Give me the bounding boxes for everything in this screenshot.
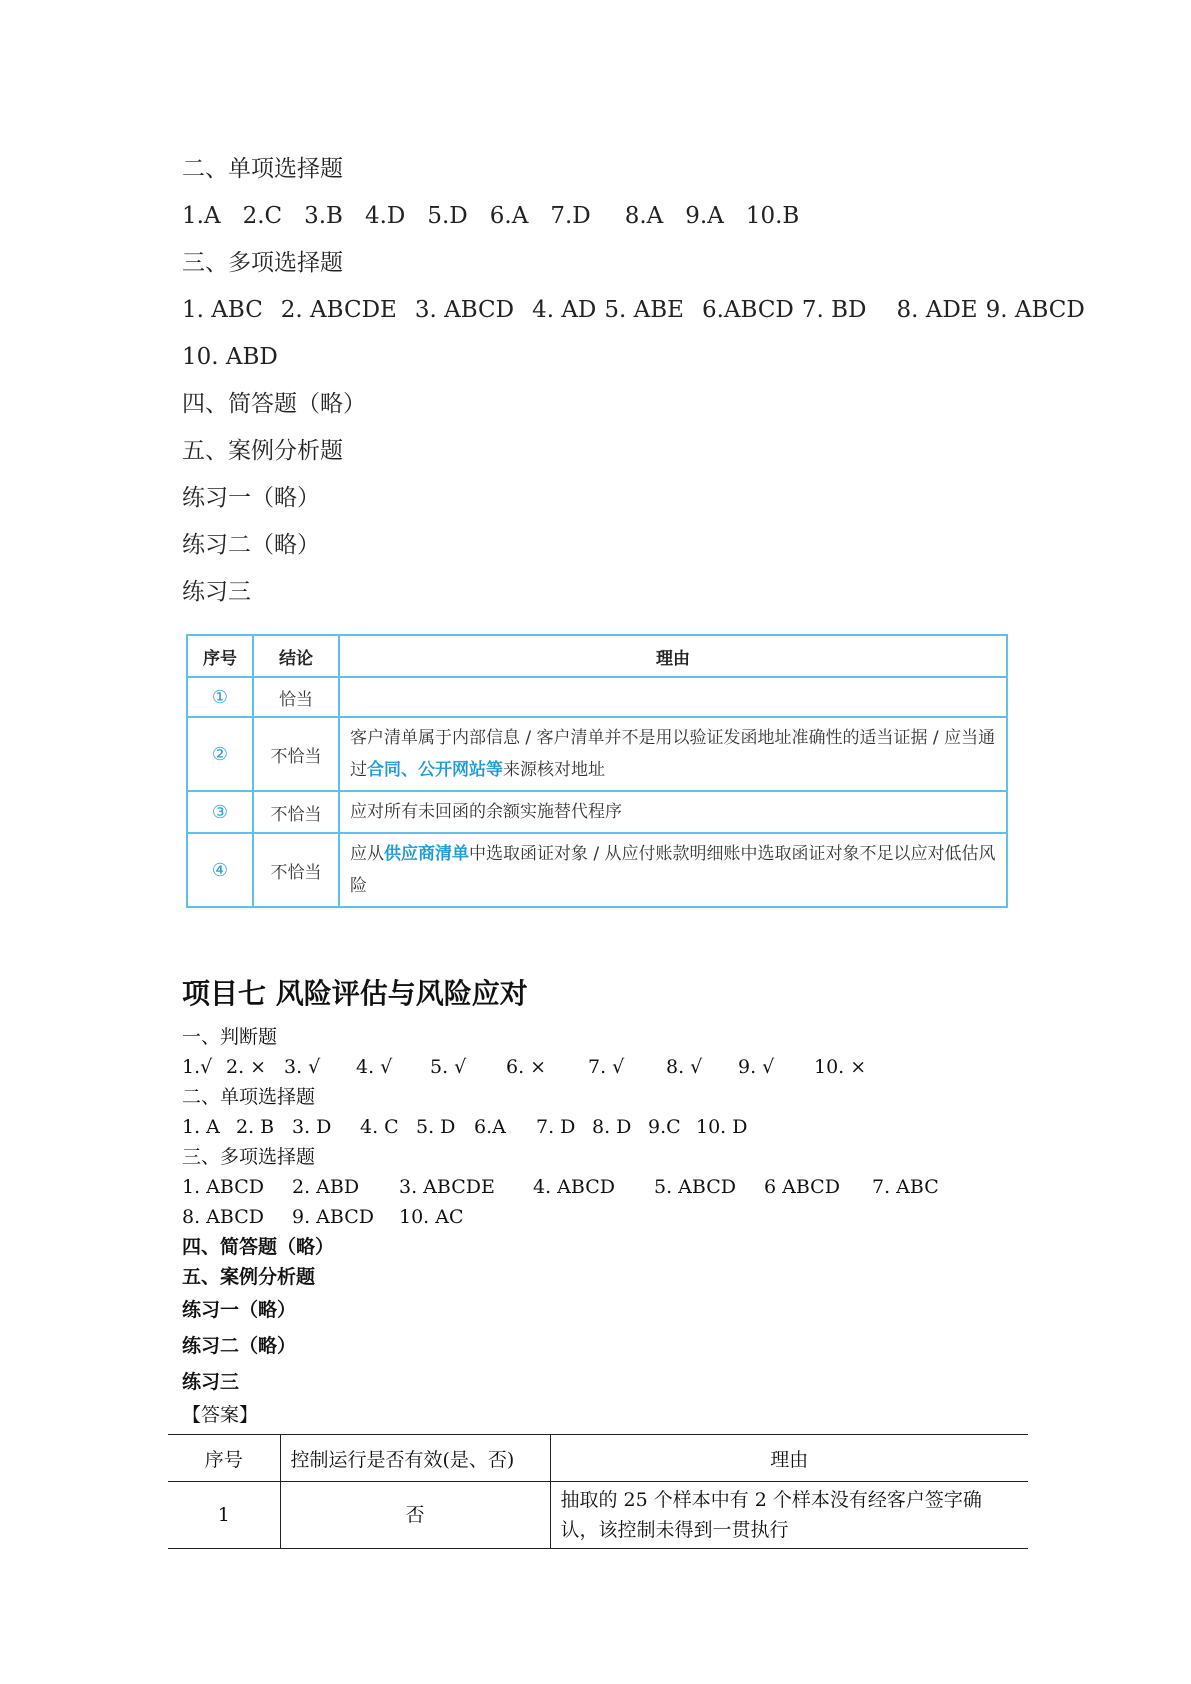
table-header: 控制运行是否有效(是、否) <box>280 1435 550 1482</box>
single-choice-answers <box>182 193 1042 240</box>
row-conclusion: 不恰当 <box>253 833 339 907</box>
multi-choice-answers-cont: 10. ABD <box>182 344 278 370</box>
answer-item: 8. D <box>592 1116 632 1138</box>
answer-item: 1.A <box>182 203 221 229</box>
answer-item: 10. AC <box>399 1206 464 1228</box>
row-conclusion: 不恰当 <box>253 791 339 833</box>
answer-item: 5. D <box>416 1116 456 1138</box>
answer-item: 3.B <box>304 203 343 229</box>
answer-item: 1. ABC <box>182 297 263 323</box>
answer-item: 6 ABCD <box>764 1176 840 1198</box>
answer-item: 8. ADE <box>896 297 978 323</box>
reason-highlight: 合同、公开网站等 <box>367 760 503 780</box>
answer-item: 2. × <box>226 1056 267 1078</box>
answer-item: 6. × <box>506 1056 547 1078</box>
answer-item: 5. ABE <box>604 297 684 323</box>
single-choice-heading: 二、单项选择题 <box>182 1086 316 1108</box>
row-reason <box>339 717 1007 791</box>
row-conclusion: 恰当 <box>253 677 339 717</box>
reason-text: 来源核对地址 <box>503 760 605 780</box>
answer-item: 8. ABCD <box>182 1206 264 1228</box>
table-row <box>187 791 1007 833</box>
row-number: ② <box>187 717 253 791</box>
single-choice-answers <box>182 1112 1042 1142</box>
answer-label: 【答案】 <box>182 1404 259 1426</box>
answer-item: 3. ABCDE <box>399 1176 495 1198</box>
row-number: 1 <box>168 1482 280 1549</box>
answer-item: 7. √ <box>588 1056 625 1078</box>
exercise-1: 练习一（略） <box>182 485 320 511</box>
row-number: ③ <box>187 791 253 833</box>
answer-item: 5. ABCD <box>654 1176 736 1198</box>
answer-item: 8.A <box>624 203 664 229</box>
reason-text: 应从 <box>350 844 384 864</box>
answer-item: 9. √ <box>738 1056 775 1078</box>
table-header-row <box>187 635 1007 677</box>
short-answer-heading: 四、简答题（略） <box>182 1236 335 1258</box>
judge-answers <box>182 1052 1042 1082</box>
answer-item: 2. ABCDE <box>280 297 397 323</box>
table-header: 序号 <box>168 1435 280 1482</box>
answer-item: 7. BD <box>801 297 867 323</box>
answer-item: 4. √ <box>356 1056 393 1078</box>
table-row <box>187 833 1007 907</box>
row-reason: 抽取的 25 个样本中有 2 个样本没有经客户签字确认，该控制未得到一贯执行 <box>550 1482 1028 1549</box>
answer-item: 2. B <box>236 1116 275 1138</box>
answer-item: 5.D <box>427 203 468 229</box>
answer-table <box>168 1434 1028 1549</box>
exercise-2: 练习二（略） <box>182 1335 297 1357</box>
answer-item: 10. D <box>696 1116 748 1138</box>
answer-item: 5. √ <box>430 1056 467 1078</box>
project7-answers <box>182 1022 1042 1430</box>
exercise-3: 练习三 <box>182 579 251 605</box>
reason-highlight: 供应商清单 <box>384 844 469 864</box>
table-header: 结论 <box>253 635 339 677</box>
row-conclusion: 不恰当 <box>253 717 339 791</box>
project-title: 项目七 风险评估与风险应对 <box>182 977 528 1010</box>
answers-top-section <box>182 146 1085 616</box>
answer-item: 2.C <box>242 203 283 229</box>
case-analysis-heading: 五、案例分析题 <box>182 1266 316 1288</box>
table-row <box>187 717 1007 791</box>
row-number: ① <box>187 677 253 717</box>
answer-item: 4. AD <box>532 297 597 323</box>
row-reason: 应对所有未回函的余额实施替代程序 <box>339 791 1007 833</box>
table-header-row <box>168 1435 1028 1482</box>
table-header: 理由 <box>339 635 1007 677</box>
row-reason <box>339 833 1007 907</box>
exercise-3: 练习三 <box>182 1371 240 1393</box>
answer-item: 2. ABD <box>292 1176 360 1198</box>
row-effective: 否 <box>280 1482 550 1549</box>
exercise3-table <box>186 634 1008 908</box>
answer-item: 8. √ <box>666 1056 703 1078</box>
answer-item: 1.√ <box>182 1056 213 1078</box>
table-row <box>187 677 1007 717</box>
judge-heading: 一、判断题 <box>182 1026 278 1048</box>
answer-item: 6.A <box>489 203 529 229</box>
answer-item: 1. A <box>182 1116 220 1138</box>
answer-item: 3. ABCD <box>414 297 515 323</box>
answer-item: 3. √ <box>284 1056 321 1078</box>
answer-item: 9. ABCD <box>292 1206 374 1228</box>
exercise-2: 练习二（略） <box>182 532 320 558</box>
answer-item: 7. ABC <box>872 1176 939 1198</box>
answer-item: 7.D <box>550 203 591 229</box>
exercise-1: 练习一（略） <box>182 1299 297 1321</box>
multi-choice-answers <box>182 287 1085 334</box>
answer-item: 4.D <box>364 203 406 229</box>
row-number: ④ <box>187 833 253 907</box>
multi-choice-heading: 三、多项选择题 <box>182 1146 316 1168</box>
answer-item: 9.A <box>685 203 724 229</box>
multi-choice-answers-cont <box>182 1202 1042 1232</box>
table-header: 序号 <box>187 635 253 677</box>
case-analysis-heading: 五、案例分析题 <box>182 438 343 464</box>
multi-choice-answers <box>182 1172 1042 1202</box>
answer-item: 4. C <box>360 1116 399 1138</box>
single-choice-heading: 二、单项选择题 <box>182 156 343 182</box>
table-header: 理由 <box>550 1435 1028 1482</box>
answer-item: 6.A <box>474 1116 506 1138</box>
answer-item: 7. D <box>536 1116 576 1138</box>
answer-item: 4. ABCD <box>533 1176 615 1198</box>
answer-item: 6.ABCD <box>701 297 794 323</box>
reason-text: 客户清单属于内部信息 / 客户清单并不是用以验证发函地址准确性的适当证据 / 应当通过 <box>350 728 996 780</box>
answer-item: 9.C <box>648 1116 681 1138</box>
answer-item: 9. ABCD <box>985 297 1085 323</box>
short-answer-heading: 四、简答题（略） <box>182 391 366 417</box>
answer-item: 3. D <box>292 1116 332 1138</box>
answer-item: 1. ABCD <box>182 1176 264 1198</box>
row-reason <box>339 677 1007 717</box>
multi-choice-heading: 三、多项选择题 <box>182 250 343 276</box>
table-row <box>168 1482 1028 1549</box>
answer-item: 10. × <box>814 1056 867 1078</box>
answer-item: 10.B <box>745 203 800 229</box>
reason-text: 中选取函证对象 / 从应付账款明细账中选取函证对象不足以应对低估风险 <box>350 844 996 896</box>
